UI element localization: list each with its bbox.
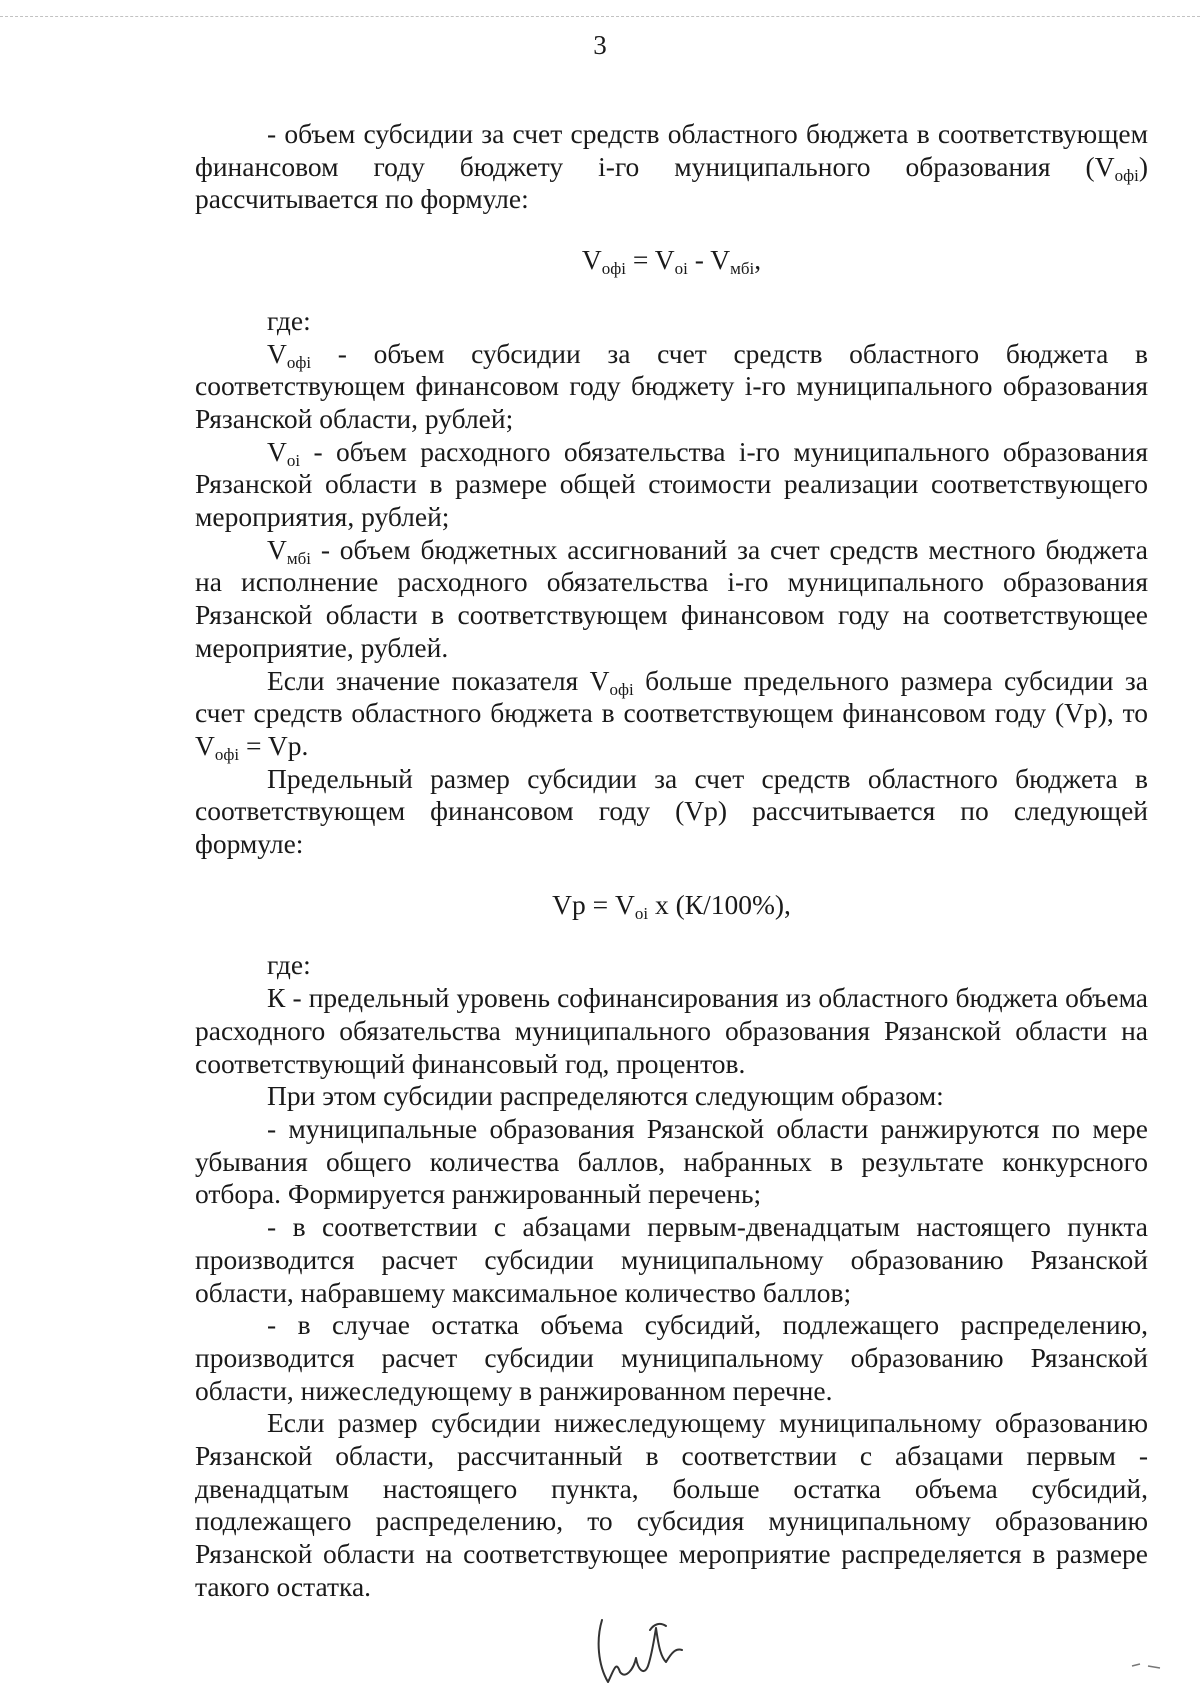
paragraph-distribution-intro: При этом субсидии распределяются следующим образом: <box>267 1080 944 1112</box>
paragraph-remainder-limit: Если размер субсидии нижеследующему муниципальному образованию Рязанской области, рассчитанный в соответствии с абзацами первым - двенадцатым настоящего пункта, больше остатка объема субсидий, подлежащего распределению, то субсидия муниципальному образованию Рязанской области на соответствующее мероприятие распределяется в размере такого остатка. <box>195 1407 1148 1602</box>
paragraph-remainder-calc: - в случае остатка объема субсидий, подлежащего распределению, производится расчет субсидии муниципальному образованию Рязанской области, нижеследующему в ранжированном перечне. <box>195 1309 1148 1406</box>
document-body <box>195 118 1148 1604</box>
where-label-1: где: <box>267 304 311 336</box>
paragraph-ranking: - муниципальные образования Рязанской области ранжируются по мере убывания общего количества баллов, набранных в результате конкурсного отбора. Формируется ранжированный перечень; <box>195 1112 1148 1210</box>
definition-v-ofi: $V_{офi}$ - объем субсидии за счет средств областного бюджета в соответствующем финансовом году бюджету i-го муниципального образования Рязанской области, рублей; <box>195 337 1148 434</box>
paragraph-subsidy-volume: - объем субсидии за счет средств областного бюджета в соответствующем финансовом году бюджету i-го муниципального образования $(V_{офi})$ рассчитывается по формуле: <box>195 118 1148 215</box>
definition-v-mbi: $V_{мбi}$ - объем бюджетных ассигнований за счет средств местного бюджета на исполнение расходного обязательства i-го муниципального образования Рязанской области в соответствующем финансовом году на соответствующее мероприятие, рублей. <box>195 533 1148 663</box>
where-label-2: где: <box>267 949 311 981</box>
scan-mark <box>1130 1660 1170 1670</box>
scan-edge-line <box>0 16 1200 21</box>
paragraph-first-calc: - в соответствии с абзацами первым-двенадцатым настоящего пункта производится расчет субсидии муниципальному образованию Рязанской области, набравшему максимальное количество баллов; <box>195 1211 1148 1308</box>
definition-k: К - предельный уровень софинансирования из областного бюджета объема расходного обязательства муниципального образования Рязанской области на соответствующий финансовый год, процентов. <box>195 982 1148 1079</box>
page-number: 3 <box>593 30 607 60</box>
formula-vr: Vр = $V_{oi}$ x (К/100%), <box>552 888 791 923</box>
formula-v-ofi: $V_{офi} = V_{oi} - V_{мбi}$, <box>581 244 762 279</box>
paragraph-limit-condition: Если значение показателя $V_{офi}$ больше предельного размера субсидии за счет средств областного бюджета в соответствующем финансовом году (Vр), то $V_{офi}$ = Vр. <box>195 664 1149 764</box>
signature-scribble <box>590 1610 700 1690</box>
paragraph-limit-size: Предельный размер субсидии за счет средств областного бюджета в соответствующем финансовом году (Vр) рассчитывается по следующей формуле: <box>195 762 1148 860</box>
definition-v-oi: $V_{oi}$ - объем расходного обязательства i-го муниципального образования Рязанской области в размере общей стоимости реализации соответствующего мероприятия, рублей; <box>195 435 1148 533</box>
